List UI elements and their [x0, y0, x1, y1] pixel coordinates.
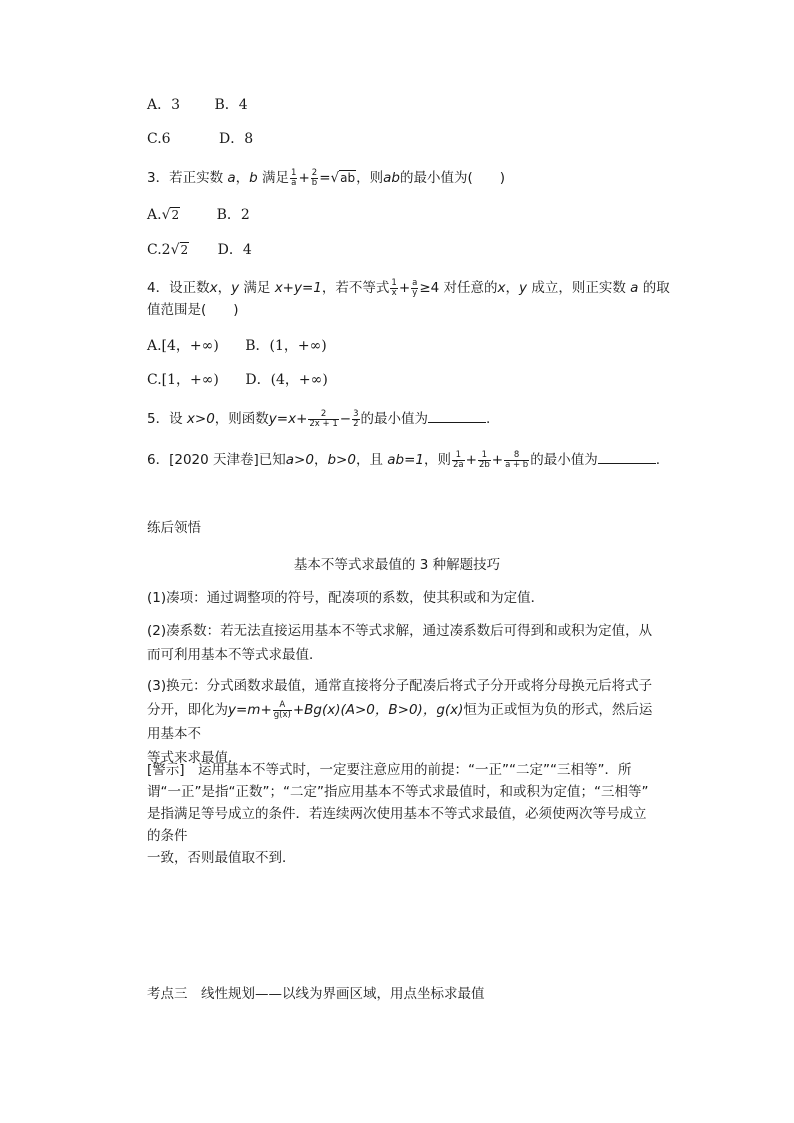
q5-text: 的最小值为: [360, 411, 428, 427]
q5-expr: y=x+: [268, 411, 308, 427]
sep: ，: [313, 452, 328, 468]
sqrt-ab: ab: [340, 171, 356, 185]
q2-option-c: C.6: [147, 131, 171, 147]
q6-cond-a: a>0: [285, 452, 314, 468]
sep: ，: [505, 280, 520, 296]
q2-option-b: B．4: [214, 97, 248, 113]
frac-den: y: [412, 287, 418, 298]
q3-options-row1: [147, 205, 250, 225]
tip-3-line3: 等式来求最值．: [147, 750, 242, 766]
answer-blank: [598, 451, 656, 464]
q2-options-row2: [147, 129, 253, 149]
q3-option-d: D．4: [217, 242, 252, 258]
q4-option-a: A.[4，+∞): [147, 338, 219, 354]
frac-den: a: [291, 177, 297, 188]
frac-num: 2: [311, 167, 318, 178]
frac-num: 1: [452, 451, 465, 461]
fraction-1-over-x: [390, 279, 397, 298]
opt-prefix: C.2: [147, 242, 171, 258]
q2-option-d: D．8: [219, 131, 254, 147]
fraction-a-over-y: [411, 279, 418, 298]
sqrt-2: 2: [171, 208, 180, 222]
q5-text: ，则函数: [214, 411, 269, 427]
kaodian-heading: 考点三 线性规划——以线为界画区域，用点坐标求最值: [147, 986, 485, 1002]
frac-num: A: [273, 701, 292, 711]
plus: +: [398, 280, 411, 296]
warning-block: [147, 759, 653, 869]
q6-cond-b: b>0: [327, 452, 356, 468]
q3-options-row2: [147, 240, 252, 260]
q3-text: 满足: [262, 170, 290, 186]
frac-num: 3: [353, 408, 359, 419]
frac-num: 1: [478, 451, 491, 461]
fraction-1-over-2a: [452, 451, 465, 470]
frac-den: a + b: [505, 459, 529, 470]
var-b: b: [249, 170, 258, 186]
tip-3-line2: [147, 698, 653, 746]
frac-den: g(x): [273, 709, 291, 720]
q6-text: ，且: [355, 452, 383, 468]
minus: −: [339, 411, 352, 427]
tip-3-text: 恒为正或恒为负的形式，然后运用基本不: [147, 702, 653, 742]
period: .: [486, 411, 491, 427]
tip-1: (1)凑项：通过调整项的符号，配凑项的系数，使其积或和为定值．: [147, 590, 545, 606]
q6-stem: [147, 450, 660, 470]
warning-line2: 谓“一正”是指“正数”；“二定”指应用基本不等式求最值时，和或积为定值；“三相等”: [147, 784, 649, 800]
q6-text: 的最小值为: [530, 452, 598, 468]
warning-line4: 一致，否则最值取不到．: [147, 850, 296, 866]
fraction-2-over-2x1: [308, 410, 338, 429]
fraction-8-over-a-plus-b: [504, 451, 529, 470]
equals: =: [319, 170, 331, 186]
q4-options-row1: [147, 336, 327, 356]
sep: ，: [217, 280, 232, 296]
fraction-A-over-gx: [273, 701, 292, 720]
q2-option-a: A．3: [147, 97, 181, 113]
frac-den: 2a: [453, 459, 464, 470]
plus: +: [298, 170, 310, 186]
tip-3-text: 分开，即化为: [147, 702, 228, 718]
q4-text: 满足: [243, 280, 271, 296]
var-a: a: [227, 170, 236, 186]
period: .: [655, 452, 660, 468]
plus: +: [465, 452, 477, 468]
q4-option-d: D．(4，+∞): [245, 372, 328, 388]
sqrt-2: 2: [180, 243, 189, 257]
q4-number: 4．设正数: [147, 280, 210, 296]
fraction-1-over-2b: [478, 451, 491, 470]
var-x: x: [209, 280, 218, 296]
tip-2-line2: 而可利用基本不等式求最值．: [147, 647, 323, 663]
sep: ，: [235, 170, 250, 186]
frac-num: 8: [504, 451, 529, 461]
section-heading: 练后领悟: [147, 520, 201, 536]
q2-options-row1: [147, 95, 248, 115]
q3-number: 3．若正实数: [147, 170, 224, 186]
plus: +: [491, 452, 504, 468]
tip-3-expr: y=m+: [228, 702, 272, 718]
frac-den: 2x + 1: [309, 418, 338, 429]
q6-number: 6．[2020 天津卷]已知: [147, 452, 286, 468]
q6-text: ，则: [424, 452, 451, 468]
var-y: y: [231, 280, 240, 296]
q4-stem-line2: 值范围是( ): [147, 302, 239, 318]
q4-text: ≥4 对任意的: [419, 280, 498, 296]
q6-cond-ab: ab=1: [387, 452, 424, 468]
q3-text: ，则: [356, 170, 384, 186]
tip-3-expr: +Bg(x)(A>0，B>0)，g(x): [292, 702, 464, 718]
q3-option-b: B．2: [216, 207, 250, 223]
warning-line1: [警示] 运用基本不等式时，一定要注意应用的前提：“一正”“二定”“三相等”．所: [147, 762, 632, 778]
q4-option-c: C.[1，+∞): [147, 372, 219, 388]
frac-den: 2b: [478, 459, 490, 470]
frac-den: b: [311, 177, 318, 188]
q3-text: 的最小值为( ): [399, 170, 505, 186]
frac-num: 1: [291, 167, 297, 178]
frac-den: x: [391, 287, 397, 298]
fraction-2-over-b: [311, 169, 318, 188]
q4-text: 的取: [642, 280, 670, 296]
q4-option-b: B．(1，+∞): [245, 338, 327, 354]
q4-options-row2: [147, 370, 328, 390]
q4-stem-line1: [147, 278, 670, 298]
var-y: y: [519, 280, 528, 296]
var-a: a: [630, 280, 639, 296]
answer-blank: [428, 410, 486, 423]
q3-option-a: A.√2: [147, 207, 180, 223]
section-title: 基本不等式求最值的 3 种解题技巧: [293, 557, 501, 573]
q4-text: 成立，则正实数: [531, 280, 626, 296]
frac-num: 2: [308, 410, 338, 420]
q3-stem: 3．若正实数 a，b 满足 $\frac{1}{a}$ + $\frac{2}{b}$ =√ab，则ab的最小值为( ): [147, 167, 505, 188]
frac-num: 1: [391, 277, 397, 288]
q3-option-c: C.2√2: [147, 242, 189, 258]
var-ab: ab: [383, 170, 400, 186]
var-x: x: [497, 280, 506, 296]
opt-prefix: A.: [147, 207, 162, 223]
warning-line3: 是指满足等号成立的条件．若连续两次使用基本不等式求最值，必须使两次等号成立的条件: [147, 806, 647, 844]
q5-condition: x>0: [186, 411, 215, 427]
frac-num: a: [412, 277, 418, 288]
fraction-3-over-2: [352, 410, 359, 429]
q4-condition: x+y=1: [274, 280, 322, 296]
tip-2-line1: (2)凑系数：若无法直接运用基本不等式求解，通过凑系数后可得到和或积为定值，从: [147, 623, 653, 639]
q4-text: ，若不等式: [321, 280, 390, 296]
tip-3-line1: (3)换元：分式函数求最值，通常直接将分子配凑后将式子分开或将分母换元后将式子: [147, 678, 653, 694]
q5-number: 5．设: [147, 411, 183, 427]
tip-3: [147, 674, 653, 770]
q5-stem: [147, 409, 490, 429]
frac-den: 2: [353, 418, 359, 429]
fraction-1-over-a: [290, 169, 297, 188]
tip-2: [147, 619, 653, 667]
